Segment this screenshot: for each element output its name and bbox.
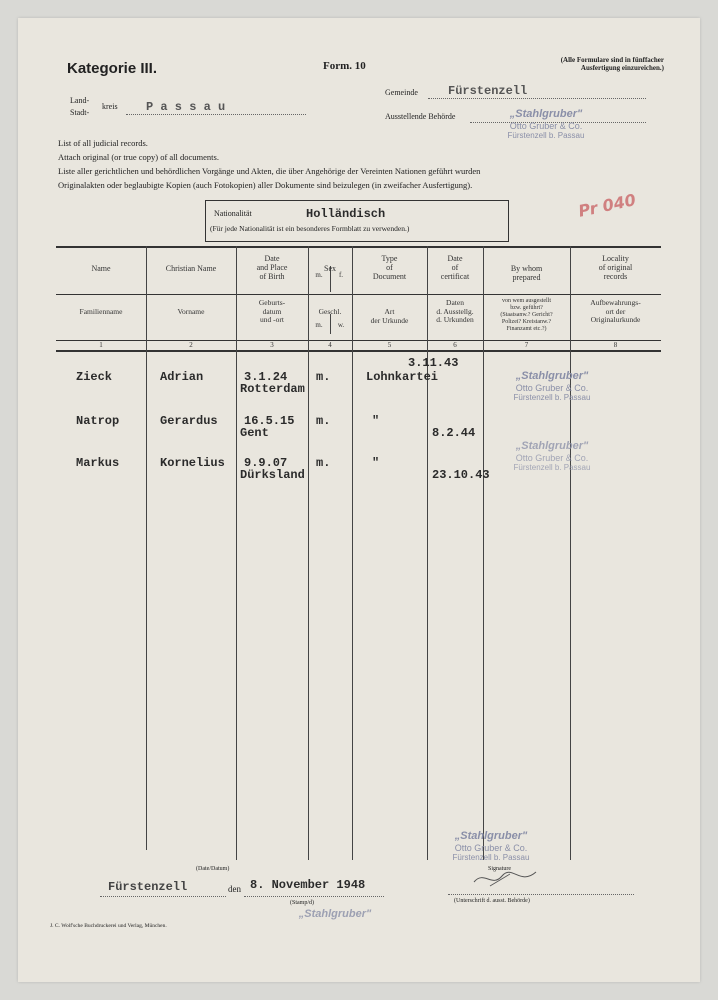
- row-stamp-1-line-1: „Stahlgruber": [515, 370, 589, 382]
- cell-family-name: Markus: [76, 456, 120, 470]
- cell-document-type: Lohnkartei: [366, 370, 439, 384]
- column-divider: [236, 246, 237, 860]
- column-header-de: Familienname: [79, 307, 123, 316]
- date-value: 8. November 1948: [250, 878, 366, 892]
- cell-birth-place: Rotterdam: [240, 382, 305, 396]
- cell-certificate-date: 8.2.44: [432, 426, 476, 440]
- gemeinde-line: [428, 98, 646, 99]
- form-number: Form. 10: [323, 60, 366, 72]
- cell-document-type: ": [372, 456, 380, 470]
- sex-subheader: w.: [337, 321, 345, 329]
- stamp-line-3: Fürstenzell b. Passau: [507, 130, 585, 140]
- row-stamp-1-line-2: Otto Gruber & Co.: [515, 382, 589, 393]
- row-stamp-2-line-2: Otto Gruber & Co.: [515, 452, 589, 463]
- sex-subheader: m.: [315, 321, 323, 329]
- signature-scribble: [470, 868, 540, 890]
- form-sheet: [18, 18, 700, 982]
- stamp-label: (Stamp/d): [290, 900, 314, 906]
- copies-note-1: (Alle Formulare sind in fünffacher: [560, 56, 664, 64]
- cell-sex: m.: [316, 456, 331, 470]
- sex-subheader: f.: [338, 271, 344, 279]
- cell-birth-date: 16.5.15: [244, 414, 295, 428]
- gemeinde-label: Gemeinde: [385, 88, 418, 97]
- footer-stamp: [426, 830, 556, 862]
- copies-note-2: Ausfertigung einzureichen.): [580, 64, 664, 72]
- cell-family-name: Zieck: [76, 370, 113, 384]
- column-header-en: Locality of original records: [598, 254, 633, 282]
- cell-first-name: Kornelius: [160, 456, 225, 470]
- cell-birth-date: 9.9.07: [244, 456, 288, 470]
- cell-sex: m.: [316, 414, 331, 428]
- column-header-de: Aufbewahrungs- ort der Originalurkunde: [590, 298, 641, 325]
- instruction-3: Liste aller gerichtlichen und behördlichen Vorgänge und Akten, die über Angehörige der Vereinten Nationen geführt wurden: [58, 166, 481, 176]
- column-number: 7: [524, 341, 529, 349]
- row-stamp-2-line-3: Fürstenzell b. Passau: [513, 462, 591, 472]
- kreis-line: [126, 114, 306, 115]
- instruction-2: Attach original (or true copy) of all documents.: [58, 152, 219, 162]
- column-header-en: Date and Place of Birth: [256, 254, 288, 282]
- column-number: 6: [453, 341, 457, 349]
- column-divider: [352, 246, 353, 860]
- printer-note: J. C. Wolf'sche Buchdruckerei und Verlag, München.: [50, 923, 167, 929]
- date-line: [244, 896, 384, 897]
- column-divider: [570, 246, 571, 860]
- signature-small: Signature: [488, 866, 511, 872]
- cell-sex: m.: [316, 370, 331, 384]
- kreis-label: kreis: [102, 102, 118, 111]
- signature-label: (Unterschrift d. ausst. Behörde): [454, 898, 530, 904]
- column-header-en: Christian Name: [165, 264, 217, 273]
- column-header-de: Geschl.: [318, 307, 342, 316]
- column-header-en: Sex: [324, 264, 336, 273]
- column-divider: [427, 246, 428, 860]
- column-header-de: Art der Urkunde: [370, 307, 409, 325]
- row-stamp-2: [488, 440, 616, 472]
- handwritten-mark: Pr 040: [576, 190, 638, 221]
- row-stamp-1-line-3: Fürstenzell b. Passau: [513, 392, 591, 402]
- column-number: 1: [99, 341, 103, 349]
- column-divider: [483, 246, 484, 860]
- nationality-value: Holländisch: [306, 207, 386, 221]
- sex-subheader: m.: [315, 271, 323, 279]
- cell-document-type: ": [372, 414, 380, 428]
- column-number: 5: [387, 341, 392, 349]
- column-header-de: Geburts- datum und -ort: [258, 298, 286, 325]
- cell-certificate-date: 23.10.43: [432, 468, 490, 482]
- column-header-en: Date of certificat: [440, 254, 470, 282]
- bottom-stamp: [280, 908, 390, 921]
- column-divider: [146, 246, 147, 850]
- stamp-line-1: „Stahlgruber": [509, 108, 583, 120]
- signature-line: [448, 894, 634, 895]
- cell-first-name: Adrian: [160, 370, 204, 384]
- column-header-en: Name: [91, 264, 111, 273]
- instruction-1: List of all judicial records.: [58, 138, 148, 148]
- column-number: 8: [613, 341, 618, 349]
- place-line: [100, 896, 226, 897]
- nationality-label: Nationalität: [214, 209, 252, 218]
- column-header-de: Daten d. Ausstellg. d. Urkunden: [436, 298, 474, 325]
- column-number: 4: [328, 341, 332, 349]
- nationality-note: (Für jede Nationalität ist ein besonderes Formblatt zu verwenden.): [210, 224, 410, 233]
- stamp-line-2: Otto Gruber & Co.: [509, 120, 583, 131]
- stadt-label: Stadt-: [70, 108, 90, 117]
- cell-family-name: Natrop: [76, 414, 120, 428]
- place-value: Fürstenzell: [108, 880, 188, 894]
- cell-certificate-date: 3.11.43: [408, 356, 459, 370]
- column-header-en: Type of Document: [372, 254, 407, 282]
- footer-stamp-line-1: „Stahlgruber": [454, 830, 528, 842]
- bottom-stamp-line-1: „Stahlgruber": [298, 908, 372, 920]
- column-header-en: By whom prepared: [510, 264, 543, 283]
- footer-stamp-line-3: Fürstenzell b. Passau: [452, 852, 530, 862]
- instruction-4: Originalakten oder beglaubigte Kopien (auch Fotokopien) aller Dokumente sind beizulegen (in zweifacher Ausfertigung).: [58, 180, 473, 190]
- row-stamp-2-line-1: „Stahlgruber": [515, 440, 589, 452]
- column-header-de: von wem ausgestellt bzw. geführt? (Staatsanw.? Gericht? Polizei? Kreistanw.? Finanzamt etc.?): [500, 298, 553, 332]
- cell-birth-place: Gent: [240, 426, 269, 440]
- column-divider: [308, 246, 309, 860]
- den-label: den: [228, 884, 241, 894]
- column-number: 3: [270, 341, 274, 349]
- footer-stamp-line-2: Otto Gruber & Co.: [454, 842, 528, 853]
- header-stamp: [486, 108, 606, 140]
- gemeinde-value: Fürstenzell: [448, 84, 528, 98]
- cell-birth-date: 3.1.24: [244, 370, 288, 384]
- land-label: Land-: [70, 96, 90, 105]
- category-title: Kategorie III.: [67, 60, 158, 77]
- date-label: (Date/Datum): [196, 866, 230, 872]
- cell-first-name: Gerardus: [160, 414, 218, 428]
- column-header-de: Vorname: [177, 307, 205, 316]
- row-stamp-1: [488, 370, 616, 402]
- cell-birth-place: Dürksland: [240, 468, 305, 482]
- column-number: 2: [189, 341, 193, 349]
- kreis-value: P a s s a u: [146, 100, 226, 114]
- behoerde-label: Ausstellende Behörde: [385, 112, 456, 121]
